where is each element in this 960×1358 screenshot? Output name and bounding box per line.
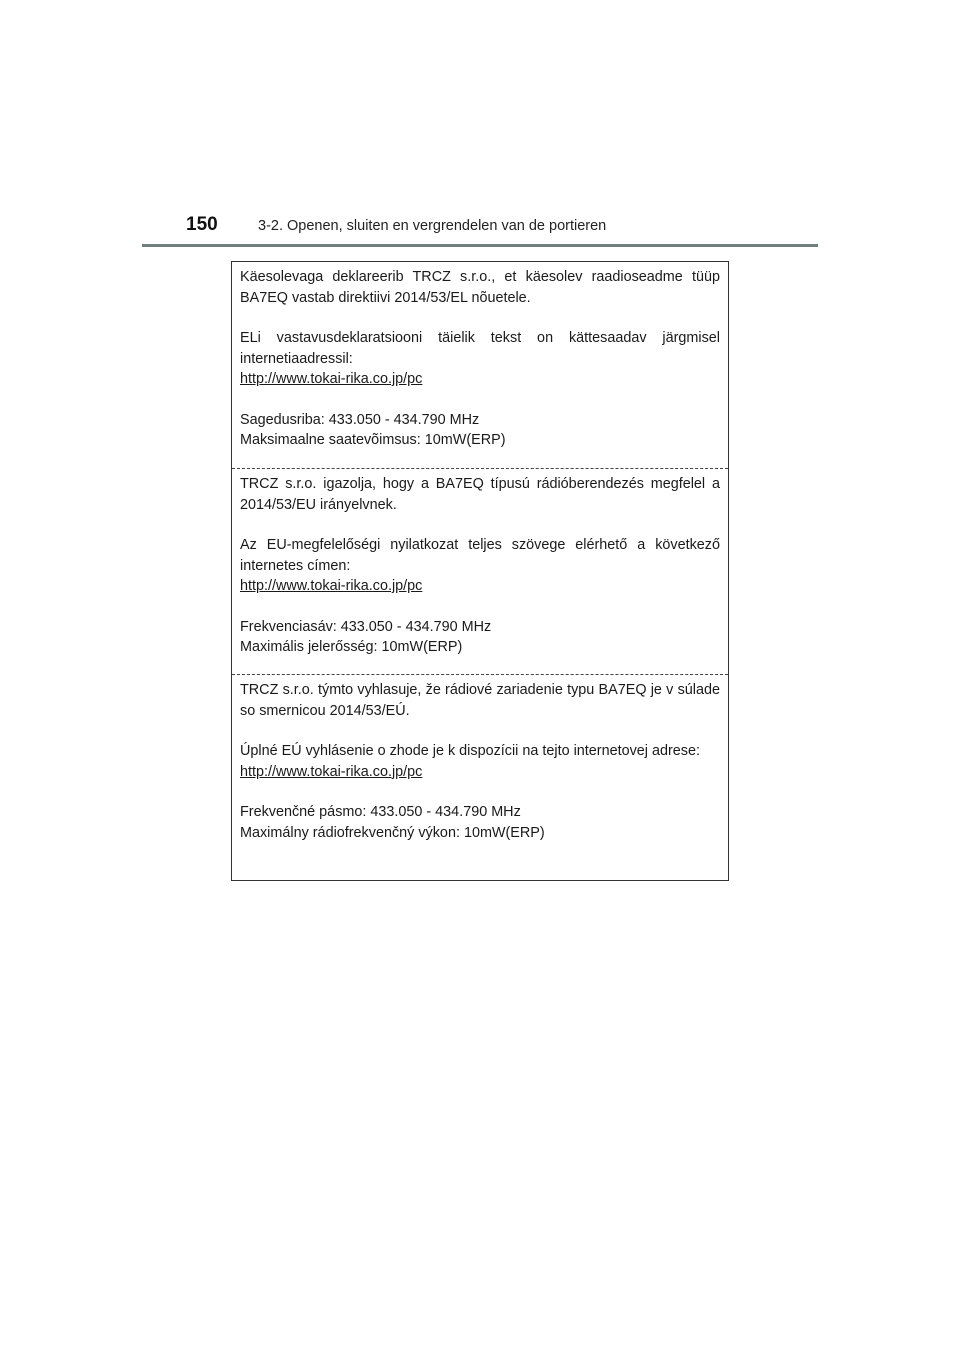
full-text-note: ELi vastavusdeklaratsiooni täielik tekst on kättesaadav järgmisel internetiaadressil: [240, 330, 720, 367]
full-text-note: Az EU-megfelelőségi nyilatkozat teljes szövege elérhető a következő internetes címen: [240, 537, 720, 574]
declaration-full-text-info [240, 741, 720, 782]
declaration-box [231, 261, 729, 881]
full-text-note: Úplné EÚ vyhlásenie o zhode je k dispozícii na tejto internetovej adrese: [240, 743, 700, 759]
header-rule [142, 244, 818, 247]
section-title: 3-2. Openen, sluiten en vergrendelen van de portieren [258, 218, 607, 234]
frequency-band: Frekvenciasáv: 433.050 - 434.790 MHz [240, 618, 492, 635]
declaration-slovak [232, 674, 728, 880]
declaration-url-link[interactable]: http://www.tokai-rika.co.jp/pc [240, 578, 423, 594]
declaration-hungarian [232, 468, 728, 674]
declaration-specs [240, 617, 720, 658]
declaration-statement: Käesolevaga deklareerib TRCZ s.r.o., et käesolev raadioseadme tüüp BA7EQ vastab direktiivi 2014/53/EL nõuetele. [240, 269, 720, 306]
declaration-full-text-info [240, 328, 720, 390]
declaration-statement: TRCZ s.r.o. igazolja, hogy a BA7EQ típusú rádióberendezés megfelel a 2014/53/EU irányelvnek. [240, 476, 720, 513]
declaration-statement: TRCZ s.r.o. týmto vyhlasuje, že rádiové zariadenie typu BA7EQ je v súlade so smernicou 2014/53/EÚ. [240, 682, 720, 719]
declaration-estonian [232, 262, 728, 468]
declaration-specs [240, 802, 720, 843]
declaration-specs [240, 410, 720, 451]
max-power: Maximálny rádiofrekvenčný výkon: 10mW(ERP) [240, 824, 545, 841]
max-power: Maximális jelerősség: 10mW(ERP) [240, 639, 463, 655]
frequency-band: Frekvenčné pásmo: 433.050 - 434.790 MHz [240, 804, 521, 820]
declaration-url-link[interactable]: http://www.tokai-rika.co.jp/pc [240, 763, 423, 780]
max-power: Maksimaalne saatevõimsus: 10mW(ERP) [240, 432, 506, 448]
declaration-url-link[interactable]: http://www.tokai-rika.co.jp/pc [240, 371, 423, 387]
frequency-band: Sagedusriba: 433.050 - 434.790 MHz [240, 411, 480, 428]
page-number: 150 [186, 214, 218, 235]
declaration-full-text-info [240, 535, 720, 597]
page-header [186, 214, 606, 244]
